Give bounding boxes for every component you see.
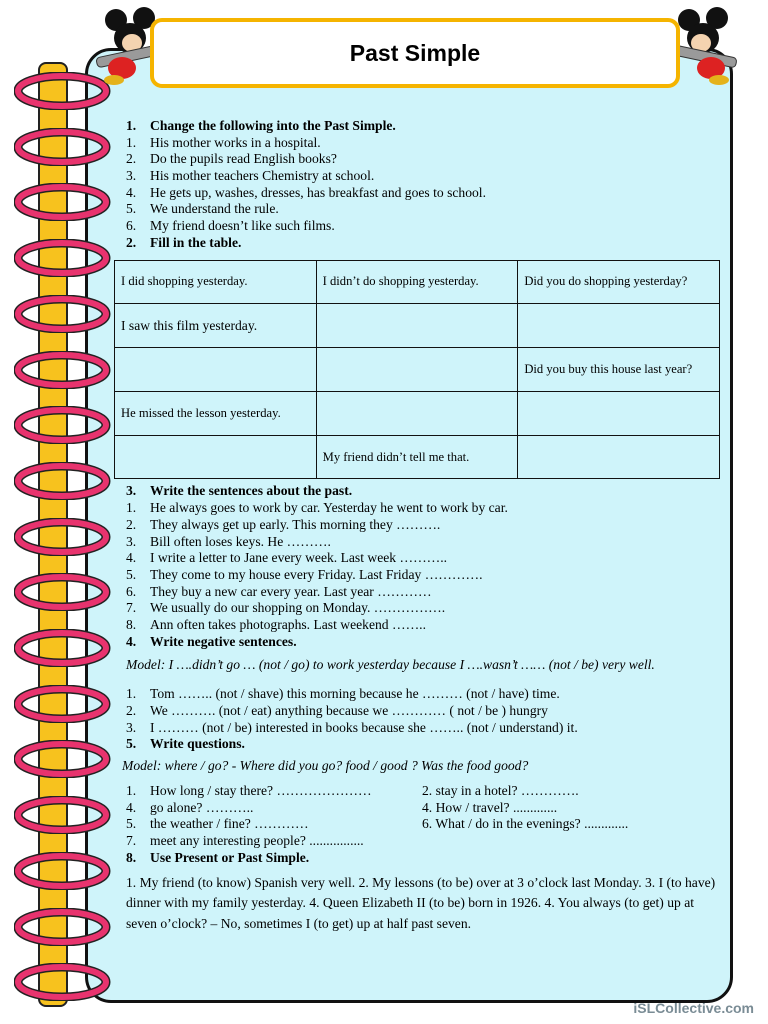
table-cell — [518, 435, 720, 479]
table-cell: My friend didn’t tell me that. — [316, 435, 518, 479]
section-3-heading: 3. Write the sentences about the past. — [126, 483, 353, 499]
exercise-1-item: 6. My friend doesn’t like such films. — [126, 218, 335, 234]
spiral-ring — [14, 518, 114, 556]
spiral-ring — [14, 351, 114, 389]
table-cell — [316, 391, 518, 435]
spiral-ring — [14, 852, 114, 890]
spiral-ring — [14, 629, 114, 667]
question-row: 4. go alone? ……….. 4. How / travel? ............. — [126, 799, 558, 815]
table-cell: I didn’t do shopping yesterday. — [316, 260, 518, 304]
spiral-ring — [14, 462, 114, 500]
page-title: Past Simple — [349, 39, 481, 66]
section-4-model: Model: I ….didn’t go … (not / go) to work yesterday because I ….wasn’t …… (not / be) very well. — [126, 657, 655, 673]
table-row — [115, 260, 720, 304]
table-row — [115, 348, 720, 392]
exercise-1-item: 4. He gets up, washes, dresses, has breakfast and goes to school. — [126, 184, 486, 200]
worksheet-content — [121, 118, 722, 935]
spiral-ring — [14, 183, 114, 221]
spiral-ring — [14, 796, 114, 834]
exercise-1-item: 2. Do the pupils read English books? — [126, 151, 337, 167]
section-8-heading: 8. Use Present or Past Simple. — [126, 849, 310, 865]
exercise-1-item: 3. His mother teachers Chemistry at school. — [126, 168, 375, 184]
exercise-1-item: 5. We understand the rule. — [126, 201, 279, 217]
section-1-heading: 1. Change the following into the Past Simple. — [126, 118, 396, 133]
table-cell — [518, 391, 720, 435]
table-cell — [316, 348, 518, 392]
spiral-ring — [14, 908, 114, 946]
table-cell: Did you buy this house last year? — [518, 348, 720, 392]
exercise-3-item: 2. They always get up early. This morning they ………. — [126, 516, 441, 532]
question-row: 1. How long / stay there? ………………… 2. stay in a hotel? …………. — [126, 783, 579, 799]
section-8-paragraph: 1. My friend (to know) Spanish very well. 2. My lessons (to be) over at 3 o’clock last Monday. 3. I (to have) dinner with my family yesterday. 4. Queen Elizabeth II (to be) born in 1926. 4. You always (to get) up at seven o’clock? – No, sometimes I (to get) up at half past seven. — [126, 874, 716, 932]
spiral-ring — [14, 406, 114, 444]
fill-in-table — [114, 260, 720, 480]
section-5-model: Model: where / go? - Where did you go? food / good ? Was the food good? — [122, 758, 529, 774]
spiral-ring — [14, 295, 114, 333]
spiral-ring — [14, 239, 114, 277]
spiral-ring — [14, 128, 114, 166]
section-5-heading: 5. Write questions. — [126, 736, 245, 752]
table-cell: Did you do shopping yesterday? — [518, 260, 720, 304]
section-2-heading: 2. Fill in the table. — [126, 234, 242, 250]
exercise-3-item: 4. I write a letter to Jane every week. Last week ……….. — [126, 550, 448, 566]
table-cell — [316, 304, 518, 348]
question-row: 5. the weather / fine? ………… 6. What / do in the evenings? ............. — [126, 816, 629, 832]
table-cell: I saw this film yesterday. — [115, 304, 317, 348]
table-cell — [518, 304, 720, 348]
exercise-4-item: 3. I ……… (not / be) interested in books because she …….. (not / understand) it. — [126, 719, 578, 735]
table-cell: I did shopping yesterday. — [115, 260, 317, 304]
title-box — [150, 18, 680, 88]
exercise-3-item: 8. Ann often takes photographs. Last weekend …….. — [126, 616, 426, 632]
exercise-3-item: 7. We usually do our shopping on Monday. ……………. — [126, 600, 446, 616]
exercise-4-item: 2. We ………. (not / eat) anything because we ………… ( not / be ) hungry — [126, 703, 548, 719]
watermark: iSLCollective.com — [633, 1000, 754, 1016]
spiral-ring — [14, 963, 114, 1001]
exercise-3-item: 1. He always goes to work by car. Yesterday he went to work by car. — [126, 500, 508, 516]
spiral-ring — [14, 740, 114, 778]
exercise-3-item: 5. They come to my house every Friday. Last Friday …………. — [126, 566, 483, 582]
exercise-1-item: 1. His mother works in a hospital. — [126, 134, 321, 150]
question-row: 7. meet any interesting people? ................ — [126, 833, 364, 849]
exercise-3-item: 3. Bill often loses keys. He ………. — [126, 533, 331, 549]
table-cell — [115, 348, 317, 392]
section-4-heading: 4. Write negative sentences. — [126, 633, 297, 649]
spiral-ring — [14, 685, 114, 723]
table-cell — [115, 435, 317, 479]
table-cell: He missed the lesson yesterday. — [115, 391, 317, 435]
table-row — [115, 304, 720, 348]
spiral-ring — [14, 573, 114, 611]
table-row — [115, 435, 720, 479]
exercise-4-item: 1. Tom …….. (not / shave) this morning because he ……… (not / have) time. — [126, 686, 560, 702]
table-row — [115, 391, 720, 435]
exercise-3-item: 6. They buy a new car every year. Last year ………… — [126, 583, 432, 599]
